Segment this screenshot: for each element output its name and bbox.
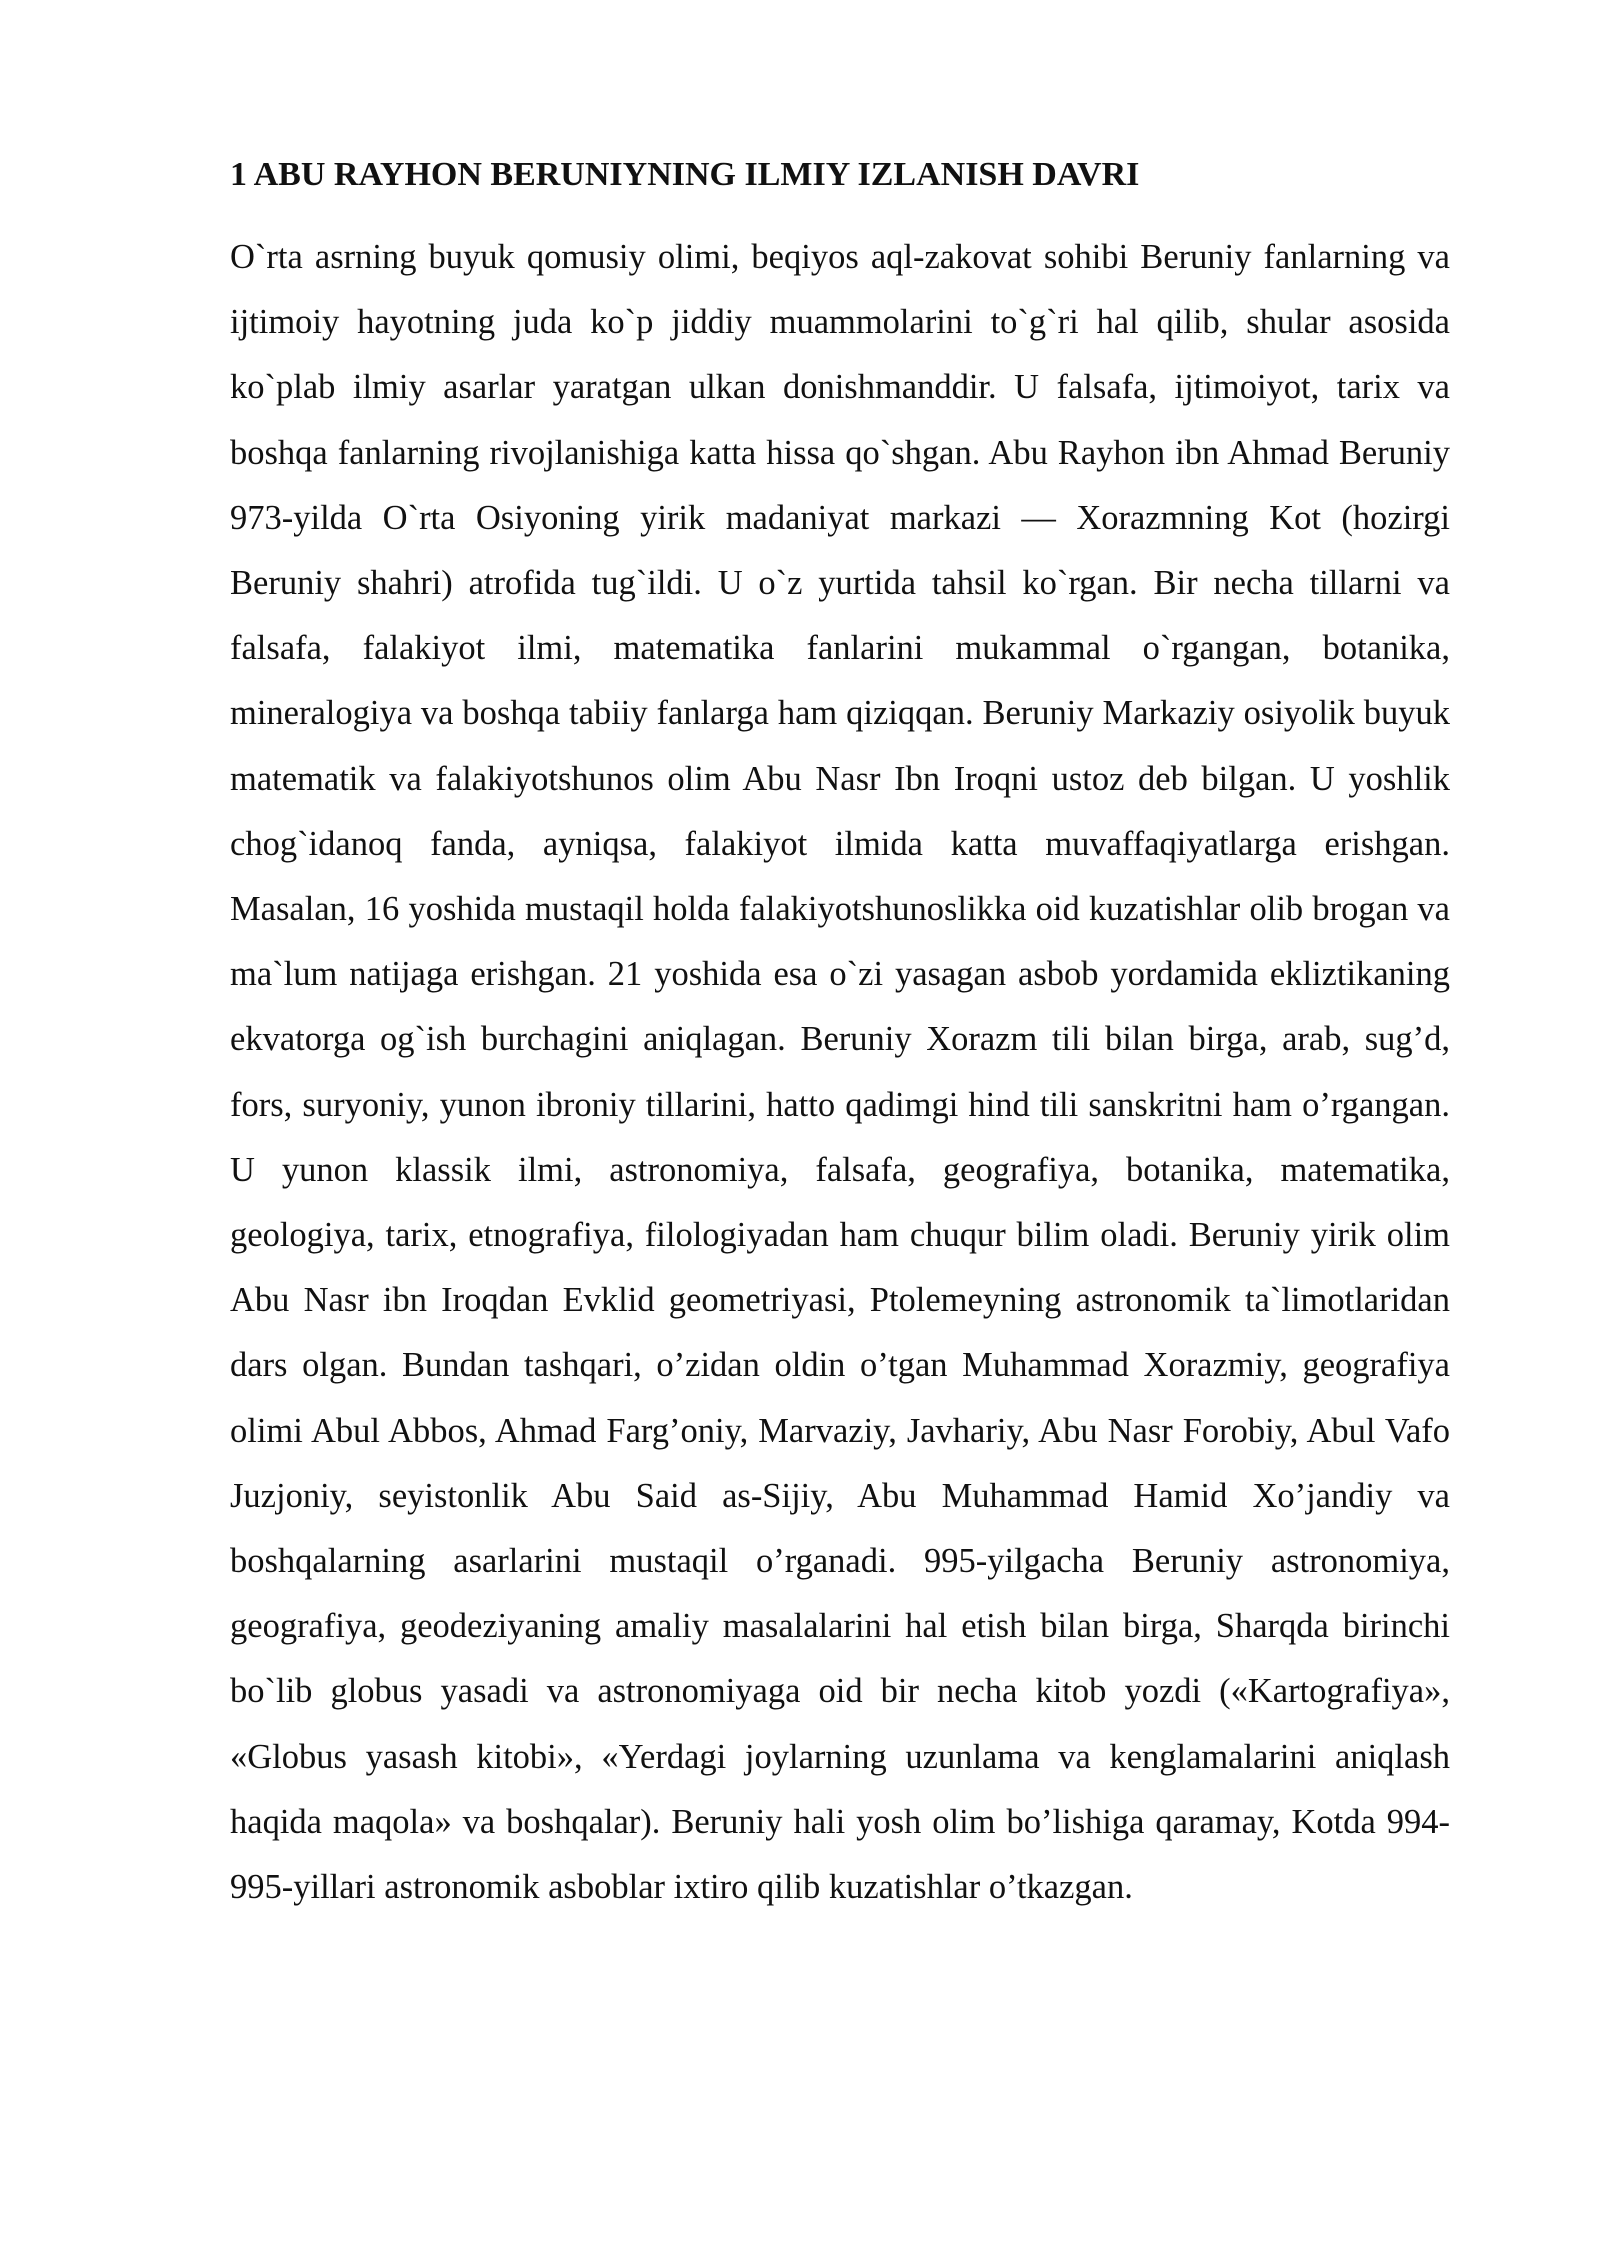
body-paragraph: O`rta asrning buyuk qomusiy olimi, beqiyos aql-zakovat sohibi Beruniy fanlarning va ijtimoiy hayotning juda ko`p jiddiy muammolarini to`g`ri hal qilib, shular asosida ko`plab ilmiy asarlar yaratgan ulkan donishmanddir. U falsafa, ijtimoiyot, tarix va boshqa fanlarning rivojlanishiga katta hissa qo`shgan. Abu Rayhon ibn Ahmad Beruniy 973-yilda O`rta Osiyoning yirik madaniyat markazi — Xorazmning Kot (hozirgi Beruniy shahri) atrofida tug`ildi. U o`z yurtida tahsil ko`rgan. Bir necha tillarni va falsafa, falakiyot ilmi, matematika fanlarini mukammal o`rgangan, botanika, mineralogiya va boshqa tabiiy fanlarga ham qiziqqan. Beruniy Markaziy osiyolik buyuk matematik va falakiyotshunos olim Abu Nasr Ibn Iroqni ustoz deb bilgan. U yoshlik chog`idanoq fanda, ayniqsa, falakiyot ilmida katta muvaffaqiyatlarga erishgan. Masalan, 16 yoshida mustaqil holda falakiyotshunoslikka oid kuzatishlar olib brogan va ma`lum natijaga erishgan. 21 yoshida esa o`zi yasagan asbob yordamida ekliztikaning ekvatorga og`ish burchagini aniqlagan. Beruniy Xorazm tili bilan birga, arab, sug’d, fors, suryoniy, yunon ibroniy tillarini, hatto qadimgi hind tili sanskritni ham o’rgangan. U yunon klassik ilmi, astronomiya, falsafa, geografiya, botanika, matematika, geologiya, tarix, etnografiya, filologiyadan ham chuqur bilim oladi. Beruniy yirik olim Abu Nasr ibn Iroqdan Evklid geometriyasi, Ptolemeyning astronomik ta`limotlaridan dars olgan. Bundan tashqari, o’zidan oldin o’tgan Muhammad Xorazmiy, geografiya olimi Abul Abbos, Ahmad Farg’oniy, Marvaziy, Javhariy, Abu Nasr Forobiy, Abul Vafo Juzjoniy, seyistonlik Abu Said as-Sijiy, Abu Muhammad Hamid Xo’jandiy va boshqalarning asarlarini mustaqil o’rganadi. 995-yilgacha Beruniy astronomiya, geografiya, geodeziyaning amaliy masalalarini hal etish bilan birga, Sharqda birinchi bo`lib globus yasadi va astronomiyaga oid bir necha kitob yozdi («Kartografiya», «Globus yasash kitobi», «Yerdagi joylarning uzunlama va kenglamalarini aniqlash haqida maqola» va boshqalar). Beruniy hali yosh olim bo’lishiga qaramay, Kotda 994-995-yillari astronomik asboblar ixtiro qilib kuzatishlar o’tkazgan.: [230, 238, 1450, 1907]
section-heading: 1 ABU RAYHON BERUNIYNING ILMIY IZLANISH DAVRI: [230, 156, 1140, 193]
